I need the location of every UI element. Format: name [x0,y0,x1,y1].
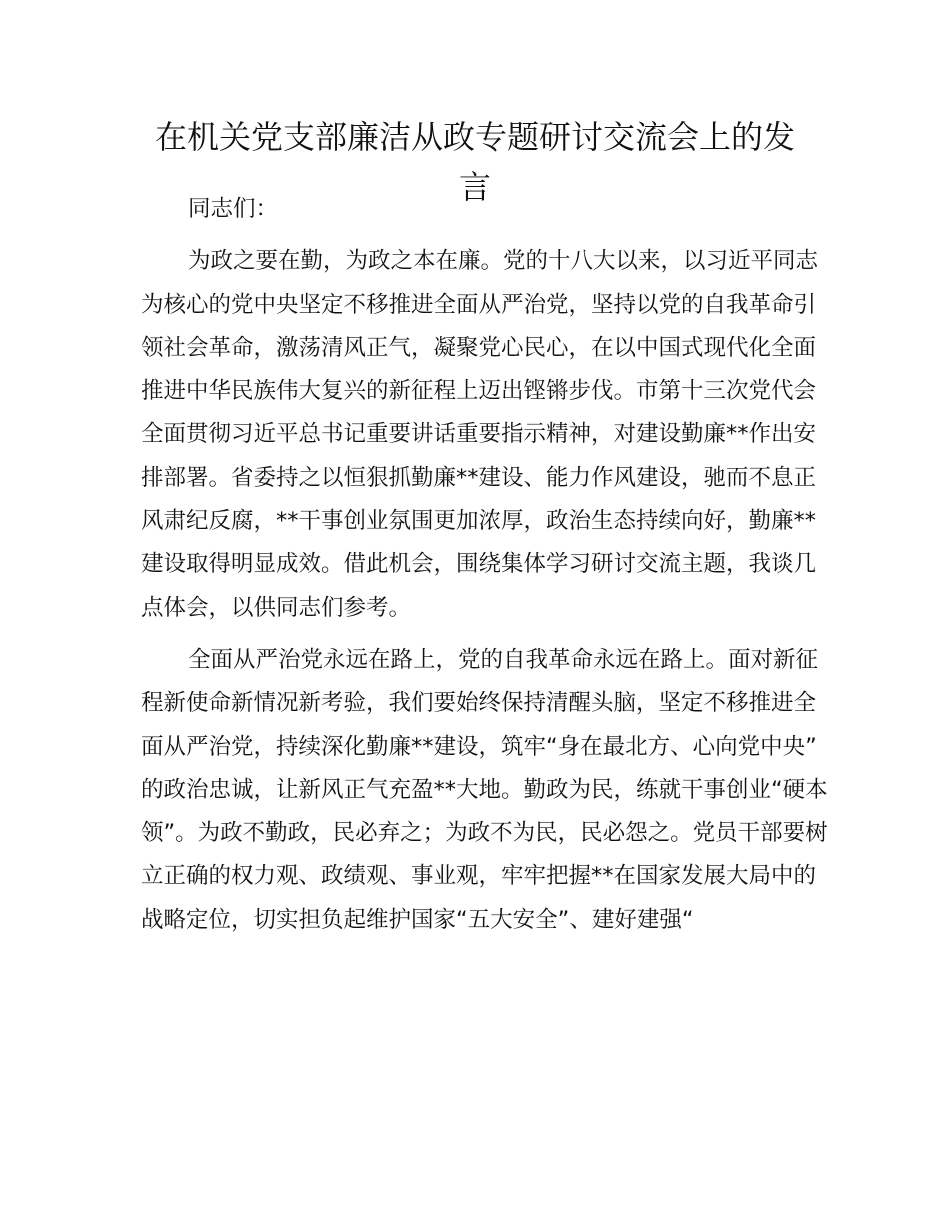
document-title: 在机关党支部廉洁从政专题研讨交流会上的发言 [154,118,795,206]
body-paragraph-1: 为政之要在勤，为政之本在廉。党的十八大以来，以习近平同志为核心的党中央坚定不移推进全面从严治党，坚持以党的自我革命引领社会革命，激荡清风正气，凝聚党心民心，在以中国式现代化全面推进中华民族伟大复兴的新征程上迈出铿锵步伐。市第十三次党代会全面贯彻习近平总书记重要讲话重要指示精神，对建设勤廉**作出安排部署。省委持之以恒狠抓勤廉**建设、能力作风建设，驰而不息正风肃纪反腐，**干事创业氛围更加浓厚，政治生态持续向好，勤廉**建设取得明显成效。借此机会，围绕集体学习研讨交流主题，我谈几点体会，以供同志们参考。 [141,248,819,621]
document-body [141,188,833,942]
salutation: 同志们： [188,196,279,222]
body-paragraph-2: 全面从严治党永远在路上，党的自我革命永远在路上。面对新征程新使命新情况新考验，我们要始终保持清醒头脑，坚定不移推进全面从严治党，持续深化勤廉**建设，筑牢“身在最北方、心向党中央”的政治忠诚，让新风正气充盈**大地。勤政为民，练就干事创业“硬本领”。为政不勤政，民必弃之；为政不为民，民必怨之。党员干部要树立正确的权力观、政绩观、事业观，牢牢把握**在国家发展大局中的战略定位，切实担负起维护国家“五大安全”、建好建强“ [141,646,828,933]
